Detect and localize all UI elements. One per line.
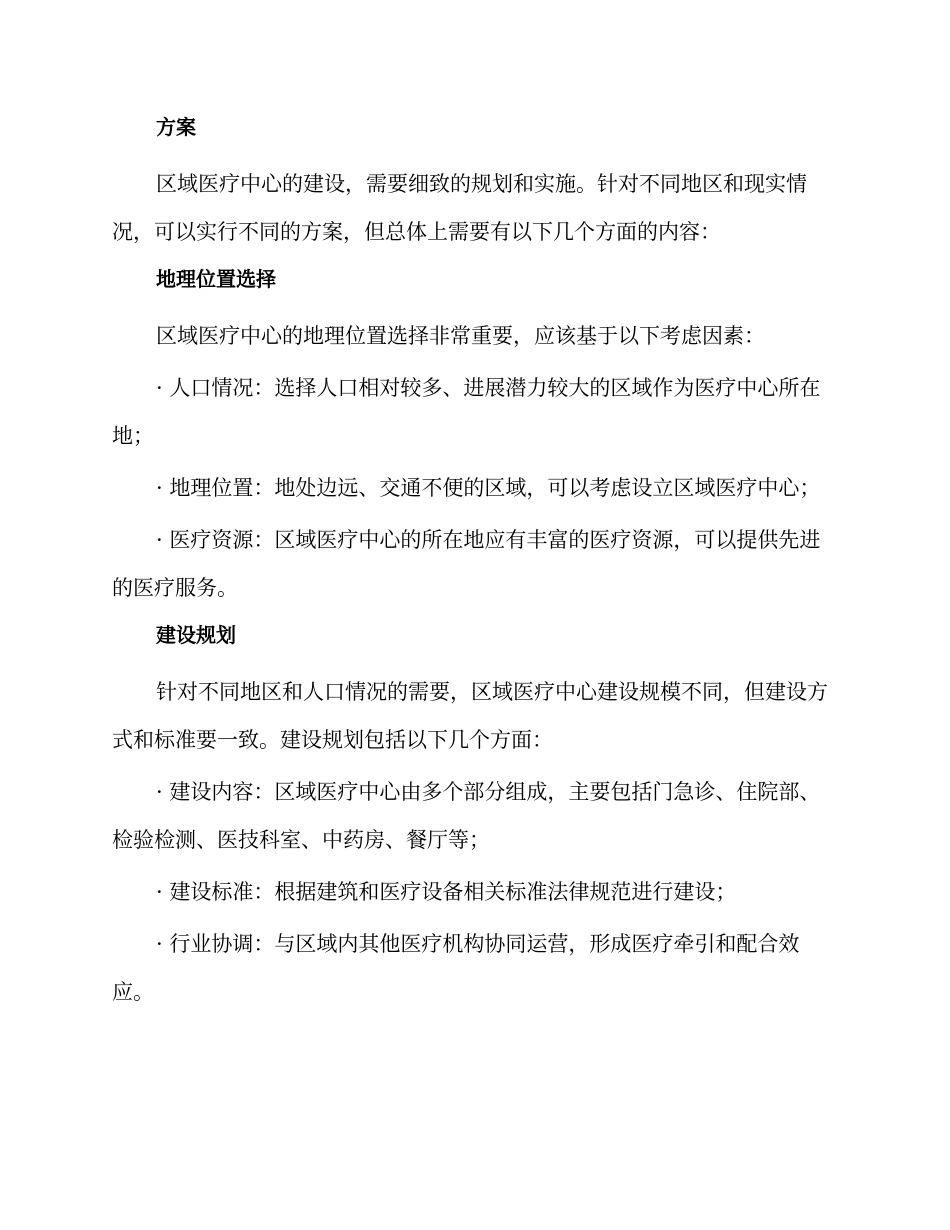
document-body — [112, 108, 832, 1020]
section-heading-construction-plan: 建设规划 — [156, 623, 236, 647]
bullet-item-medical-resources: · 医疗资源：区域医疗中心的所在地应有丰富的医疗资源，可以提供先进的医疗服务。 — [112, 528, 821, 600]
paragraph: 区域医疗中心的地理位置选择非常重要，应该基于以下考虑因素： — [156, 324, 765, 348]
bullet-item-construction-standard: · 建设标准：根据建筑和医疗设备相关标准法律规范进行建设； — [156, 880, 737, 904]
bullet-item-construction-content: · 建设内容：区域医疗中心由多个部分组成，主要包括门急诊、住院部、检验检测、医技科室、中药房、餐厅等； — [112, 780, 821, 852]
paragraph: 区域医疗中心的建设，需要细致的规划和实施。针对不同地区和现实情况，可以实行不同的方案，但总体上需要有以下几个方面的内容： — [112, 172, 807, 244]
bullet-item-geography: · 地理位置：地处边远、交通不便的区域，可以考虑设立区域医疗中心； — [156, 476, 821, 500]
bullet-item-industry-coordination: · 行业协调：与区域内其他医疗机构协同运营，形成医疗牵引和配合效应。 — [112, 932, 800, 1004]
paragraph: 针对不同地区和人口情况的需要，区域医疗中心建设规模不同，但建设方式和标准要一致。建设规划包括以下几个方面： — [112, 680, 828, 752]
section-heading-location: 地理位置选择 — [156, 267, 276, 291]
section-heading-plan: 方案 — [156, 115, 196, 139]
bullet-item-population: · 人口情况：选择人口相对较多、进展潜力较大的区域作为医疗中心所在地； — [112, 376, 821, 448]
